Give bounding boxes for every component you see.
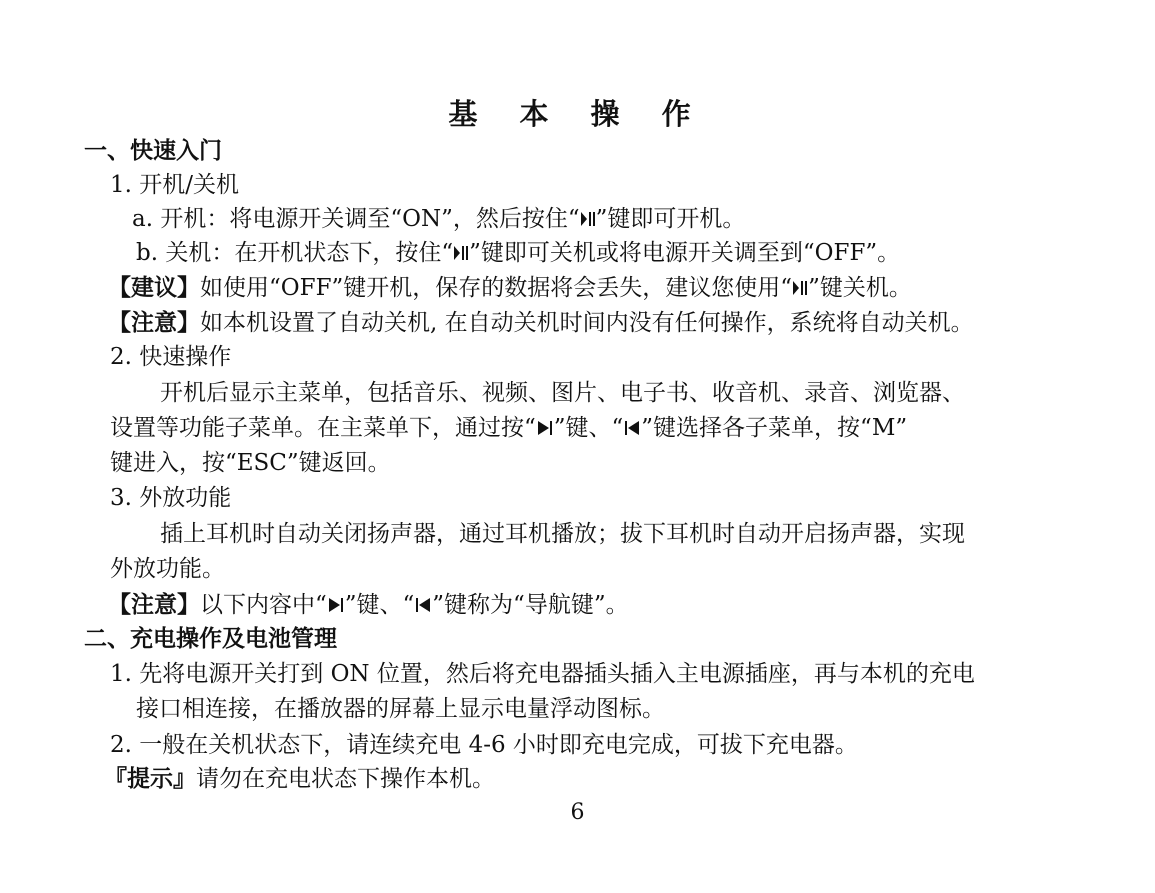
item-power-onoff-label: 1. 开机/关机 bbox=[110, 172, 240, 198]
quick-operation-line-1: 开机后显示主菜单，包括音乐、视频、图片、电子书、收音机、录音、浏览器、 bbox=[160, 380, 965, 406]
power-off-instruction bbox=[136, 238, 900, 270]
note-nav-text-pre: 以下内容中“ bbox=[200, 592, 327, 618]
note-tag: 【注意】 bbox=[108, 592, 200, 618]
item-speaker-label: 3. 外放功能 bbox=[110, 485, 232, 511]
tip-tag: 『提示』 bbox=[104, 766, 196, 792]
suggestion-tag: 【建议】 bbox=[108, 275, 200, 301]
speaker-line-2: 外放功能。 bbox=[110, 556, 225, 582]
power-off-text-pre: b. 关机：在开机状态下，按住“ bbox=[136, 240, 454, 266]
tip-paragraph bbox=[104, 764, 495, 794]
suggestion-paragraph bbox=[108, 273, 912, 305]
play-pause-icon bbox=[580, 206, 596, 236]
section-2-heading: 二、充电操作及电池管理 bbox=[84, 626, 337, 652]
quick-operation-line-3: 键进入，按“ESC”键返回。 bbox=[110, 450, 391, 476]
quick-op-text-pre: 设置等功能子菜单。在主菜单下，通过按“ bbox=[110, 415, 536, 441]
tip-text: 请勿在充电状态下操作本机。 bbox=[196, 766, 495, 792]
note-nav-text-mid: ”键、“ bbox=[344, 592, 415, 618]
note-auto-off bbox=[108, 308, 974, 338]
speaker-line-1: 插上耳机时自动关闭扬声器，通过耳机播放；拔下耳机时自动开启扬声器，实现 bbox=[160, 521, 965, 547]
item-quick-operation-label: 2. 快速操作 bbox=[110, 344, 232, 370]
play-pause-icon bbox=[792, 275, 808, 305]
note-tag: 【注意】 bbox=[108, 310, 200, 336]
charging-step-2: 2. 一般在关机状态下，请连续充电 4-6 小时即充电完成，可拔下充电器。 bbox=[110, 732, 858, 758]
play-pause-icon bbox=[453, 240, 469, 270]
quick-op-text-post: ”键选择各子菜单，按“M” bbox=[641, 415, 908, 441]
power-on-instruction bbox=[132, 204, 745, 236]
charging-step-1-line-2: 接口相连接，在播放器的屏幕上显示电量浮动图标。 bbox=[136, 696, 665, 722]
next-icon bbox=[536, 415, 554, 445]
page-number: 6 bbox=[570, 800, 585, 825]
charging-step-1-line-1: 1. 先将电源开关打到 ON 位置，然后将充电器插头插入主电源插座，再与本机的充电 bbox=[110, 661, 975, 687]
power-on-text-pre: a. 开机：将电源开关调至“ON”，然后按住“ bbox=[132, 206, 580, 232]
suggestion-text-post: ”键关机。 bbox=[808, 275, 912, 301]
power-on-text-post: ”键即可开机。 bbox=[595, 206, 746, 232]
power-off-text-post: ”键即可关机或将电源开关调至到“OFF”。 bbox=[469, 240, 901, 266]
previous-icon bbox=[414, 592, 432, 622]
note-auto-off-text: 如本机设置了自动关机, 在自动关机时间内没有任何操作，系统将自动关机。 bbox=[200, 310, 974, 336]
quick-op-text-mid: ”键、“ bbox=[553, 415, 624, 441]
page-title: 基 本 操 作 bbox=[448, 97, 707, 131]
next-icon bbox=[327, 592, 345, 622]
quick-operation-line-2 bbox=[110, 413, 907, 445]
suggestion-text-pre: 如使用“OFF”键开机，保存的数据将会丢失，建议您使用“ bbox=[200, 275, 793, 301]
note-navigation-keys bbox=[108, 590, 629, 622]
previous-icon bbox=[623, 415, 641, 445]
section-1-heading: 一、快速入门 bbox=[84, 138, 222, 164]
note-nav-text-post: ”键称为“导航键”。 bbox=[432, 592, 629, 618]
